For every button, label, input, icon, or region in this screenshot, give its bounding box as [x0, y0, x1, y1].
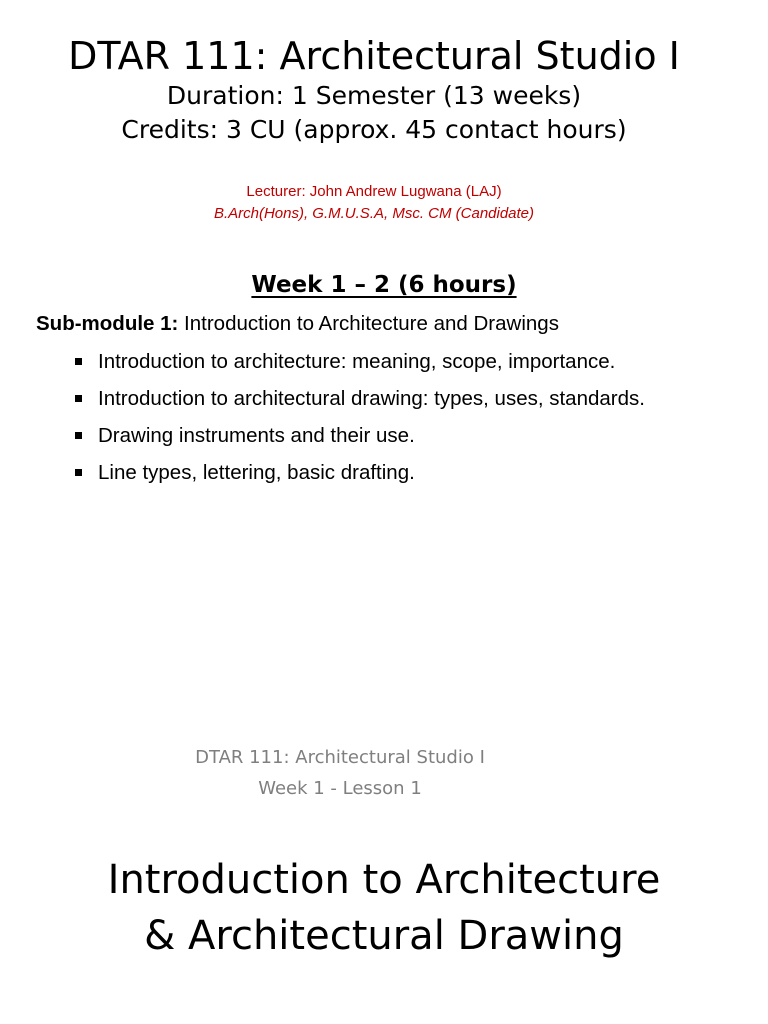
- week-heading: [0, 268, 768, 302]
- list-item: [72, 382, 742, 415]
- square-bullet-icon: [75, 358, 82, 365]
- submodule-title: Introduction to Architecture and Drawings: [178, 312, 559, 335]
- list-item: [72, 456, 742, 489]
- footer-course: DTAR 111: Architectural Studio I: [195, 747, 485, 768]
- lesson-title-line-2: & Architectural Drawing: [144, 913, 624, 959]
- square-bullet-icon: [75, 432, 82, 439]
- week-heading-text: Week 1 – 2 (6 hours): [251, 272, 517, 298]
- list-item-text: Introduction to architecture: meaning, scope, importance.: [98, 350, 616, 373]
- footer-lesson: Week 1 - Lesson 1: [258, 778, 422, 799]
- course-title: DTAR 111: Architectural Studio I: [68, 34, 680, 78]
- lesson-title-line-1: Introduction to Architecture: [107, 857, 661, 903]
- list-item-text: Line types, lettering, basic drafting.: [98, 461, 415, 484]
- list-item: [72, 419, 742, 452]
- list-item-text: Introduction to architectural drawing: types, uses, standards.: [98, 387, 645, 410]
- list-item-text: Drawing instruments and their use.: [98, 424, 415, 447]
- submodule-heading: [36, 309, 559, 339]
- lecturer-name: Lecturer: John Andrew Lugwana (LAJ): [246, 183, 502, 200]
- square-bullet-icon: [75, 395, 82, 402]
- square-bullet-icon: [75, 469, 82, 476]
- submodule-label: Sub-module 1:: [36, 312, 179, 335]
- lecturer-qualifications: B.Arch(Hons), G.M.U.S.A, Msc. CM (Candidate): [213, 205, 535, 222]
- course-duration: Duration: 1 Semester (13 weeks): [166, 81, 582, 110]
- topic-list: [72, 345, 742, 493]
- list-item: [72, 345, 742, 378]
- course-credits: Credits: 3 CU (approx. 45 contact hours): [121, 115, 627, 144]
